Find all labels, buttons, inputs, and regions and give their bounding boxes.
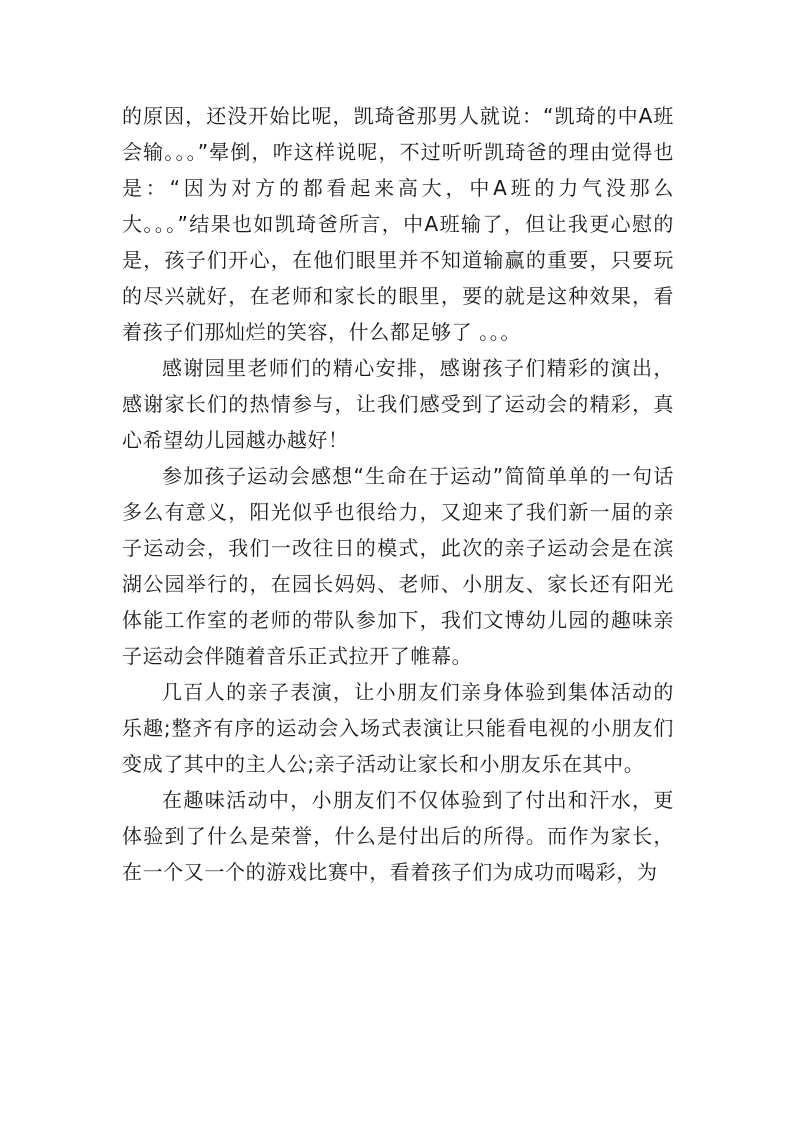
document-body: [122, 98, 674, 890]
paragraph-continued: 的原因，还没开始比呢，凯琦爸那男人就说：“凯琦的中A班会输。。。”晕倒，咋这样说呢，不过听听凯琦爸的理由觉得也是：“因为对方的都看起来高大，中A班的力气没那么大。。。”结果也如凯琦爸所言，中A班输了，但让我更心慰的是，孩子们开心，在他们眼里并不知道输赢的重要，只要玩的尽兴就好，在老师和家长的眼里，要的就是这种效果，看着孩子们那灿烂的笑容，什么都足够了 。。。: [122, 104, 674, 344]
paragraph-sports-meet: 参加孩子运动会感想“生命在于运动”简简单单的一句话多么有意义，阳光似乎也很给力，又迎来了我们新一届的亲子运动会，我们一改往日的模式，此次的亲子运动会是在滨湖公园举行的，在园长妈妈、老师、小朋友、家长还有阳光体能工作室的老师的带队参加下，我们文博幼儿园的趣味亲子运动会伴随着音乐正式拉开了帷幕。: [122, 464, 674, 668]
paragraph-performance: 几百人的亲子表演，让小朋友们亲身体验到集体活动的乐趣;整齐有序的运动会入场式表演让只能看电视的小朋友们变成了其中的主人公;亲子活动让家长和小朋友乐在其中。: [122, 680, 674, 776]
paragraph-thanks: 感谢园里老师们的精心安排，感谢孩子们精彩的演出，感谢家长们的热情参与，让我们感受到了运动会的精彩，真心希望幼儿园越办越好！: [122, 356, 674, 452]
paragraph-activities: 在趣味活动中，小朋友们不仅体验到了付出和汗水，更体验到了什么是荣誉，什么是付出后的所得。而作为家长，在一个又一个的游戏比赛中，看着孩子们为成功而喝彩，为: [122, 788, 674, 884]
